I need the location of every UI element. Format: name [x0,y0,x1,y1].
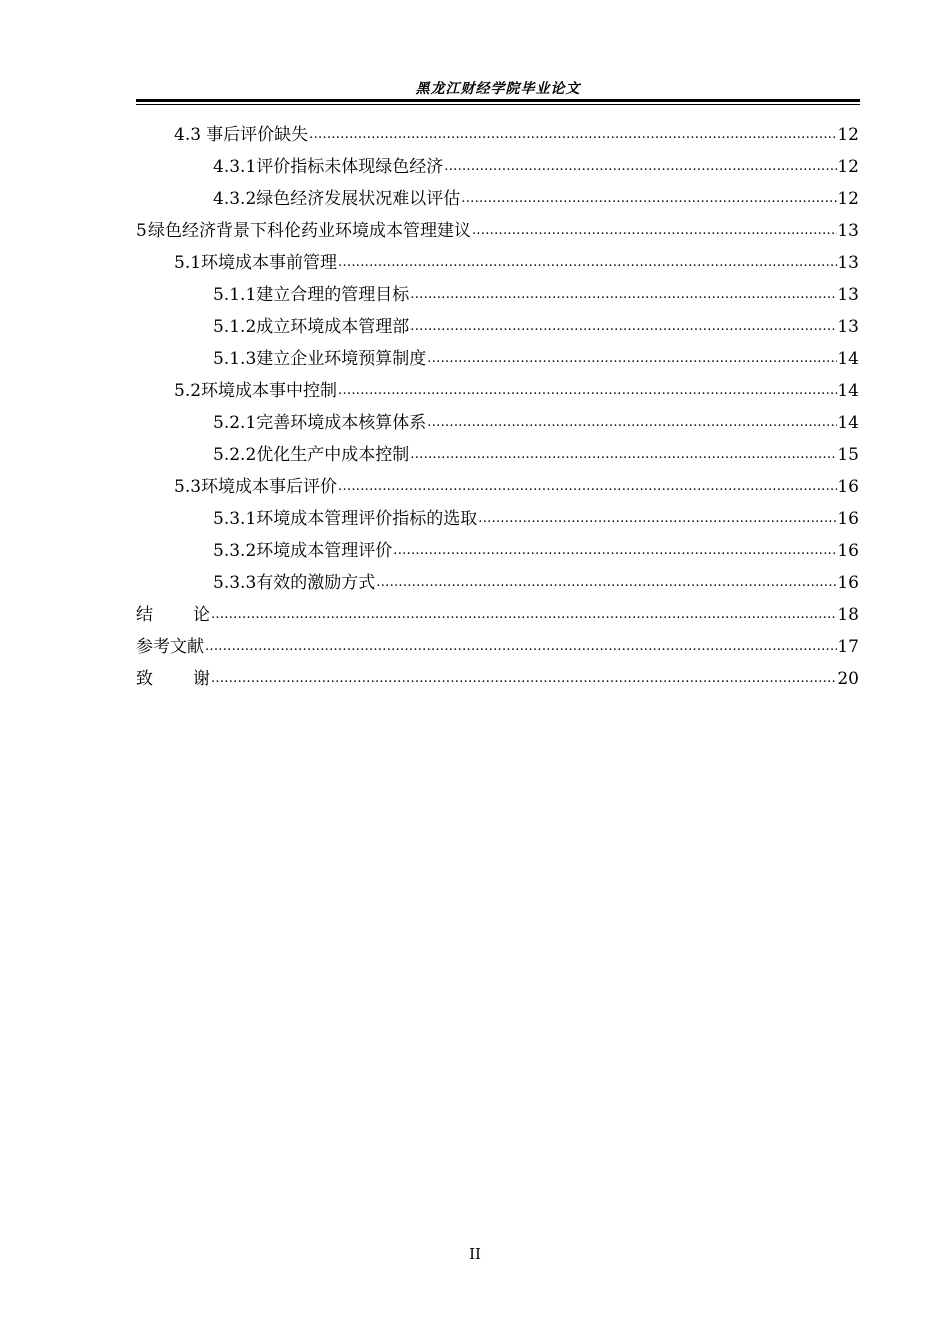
toc-entry-page: 16 [837,541,859,561]
toc-entry-number: 5.2 [174,381,202,401]
toc-entry-number: 4.3.2 [213,189,257,209]
toc-entry-page: 13 [837,317,859,337]
toc-entry-title: 绿色经济发展状况难以评估 [256,189,461,209]
toc-entry-page: 16 [837,573,859,593]
toc-title-part: 谢 [193,669,210,689]
toc-entry[interactable] [136,247,859,279]
toc-entry-page: 18 [837,605,859,625]
toc-entry-page: 16 [837,477,859,497]
toc-entry-title: 成立环境成本管理部 [256,317,410,337]
toc-entry-title: 建立合理的管理目标 [256,285,410,305]
toc-entry-title: 优化生产中成本控制 [256,445,410,465]
toc-entry[interactable] [136,119,859,151]
toc-entry-title: 环境成本管理评价指标的选取 [256,509,478,529]
toc-entry-number: 5 [136,221,147,241]
toc-entry-number: 5.2.1 [213,413,257,433]
header-rule-thick [136,99,860,102]
toc-leader-dots [205,631,837,663]
toc-leader-dots [309,119,837,151]
toc-title-part: 论 [193,605,210,625]
toc-entry-title: 环境成本事中控制 [201,381,338,401]
page-number: II [469,1245,481,1263]
toc-entry-title [136,599,210,631]
toc-entry-title: 环境成本管理评价 [256,541,393,561]
toc-entry-page: 12 [837,189,859,209]
toc-entry-title [136,663,210,695]
toc-entry-number: 5.1.1 [213,285,257,305]
toc-entry-number: 4.3.1 [213,157,257,177]
toc-leader-dots [478,503,837,535]
toc-title-part: 致 [136,669,153,689]
toc-entry-title: 参考文献 [136,637,204,657]
toc-leader-dots [211,663,837,695]
toc-entry-number: 5.1.2 [213,317,257,337]
toc-entry-number: 5.3.1 [213,509,257,529]
toc-entry-title: 建立企业环境预算制度 [256,349,427,369]
header-rule-thin [136,104,860,105]
toc-leader-dots [444,151,837,183]
toc-entry[interactable] [136,535,859,567]
toc-leader-dots [410,439,837,471]
toc-entry[interactable] [136,471,859,503]
toc-entry[interactable] [136,279,859,311]
toc-entry-references[interactable] [136,631,859,663]
toc-leader-dots [461,183,837,215]
toc-entry[interactable] [136,215,859,247]
toc-entry-page: 16 [837,509,859,529]
toc-entry-number: 5.2.2 [213,445,257,465]
toc-entry[interactable] [136,503,859,535]
toc-leader-dots [410,279,837,311]
running-header: 黑龙江财经学院毕业论文 [415,81,581,97]
toc-entry-page: 14 [837,413,859,433]
toc-entry-number: 4.3 [174,125,202,145]
toc-entry-title: 环境成本事后评价 [201,477,338,497]
toc-leader-dots [472,215,837,247]
toc-entry-page: 12 [837,157,859,177]
toc-entry-page: 13 [837,285,859,305]
toc-leader-dots [338,375,837,407]
toc-leader-dots [393,535,837,567]
toc-entry-page: 17 [837,637,859,657]
toc-entry-number: 5.3.3 [213,573,257,593]
toc-entry[interactable] [136,407,859,439]
toc-leader-dots [376,567,837,599]
toc-entry-title: 绿色经济背景下科伦药业环境成本管理建议 [147,221,471,241]
toc-entry[interactable] [136,375,859,407]
toc-entry-title: 有效的激励方式 [256,573,376,593]
toc-entry-page: 13 [837,253,859,273]
toc-entry-acknowledgements[interactable] [136,663,859,695]
toc-entry-page: 20 [837,669,859,689]
toc-entry-page: 12 [837,125,859,145]
toc-entry-conclusion[interactable] [136,599,859,631]
toc-leader-dots [338,471,837,503]
toc-entry-page: 15 [837,445,859,465]
toc-entry-page: 14 [837,381,859,401]
toc-entry-title: 环境成本事前管理 [201,253,338,273]
toc-leader-dots [338,247,837,279]
toc-leader-dots [427,407,837,439]
toc-entry[interactable] [136,311,859,343]
toc-entry-page: 13 [837,221,859,241]
toc-entry-title: 完善环境成本核算体系 [256,413,427,433]
toc-entry-number: 5.1 [174,253,202,273]
toc-entry[interactable] [136,567,859,599]
toc-entry[interactable] [136,439,859,471]
toc-leader-dots [410,311,837,343]
toc-leader-dots [427,343,837,375]
toc-entry-title: 事后评价缺失 [206,125,309,145]
toc-title-part: 结 [136,605,153,625]
toc-entry-page: 14 [837,349,859,369]
toc-entry-number: 5.3 [174,477,202,497]
table-of-contents [136,119,859,695]
toc-leader-dots [211,599,837,631]
toc-entry-number: 5.3.2 [213,541,257,561]
toc-entry[interactable] [136,343,859,375]
toc-entry[interactable] [136,151,859,183]
toc-entry[interactable] [136,183,859,215]
toc-entry-number: 5.1.3 [213,349,257,369]
toc-entry-title: 评价指标未体现绿色经济 [256,157,444,177]
